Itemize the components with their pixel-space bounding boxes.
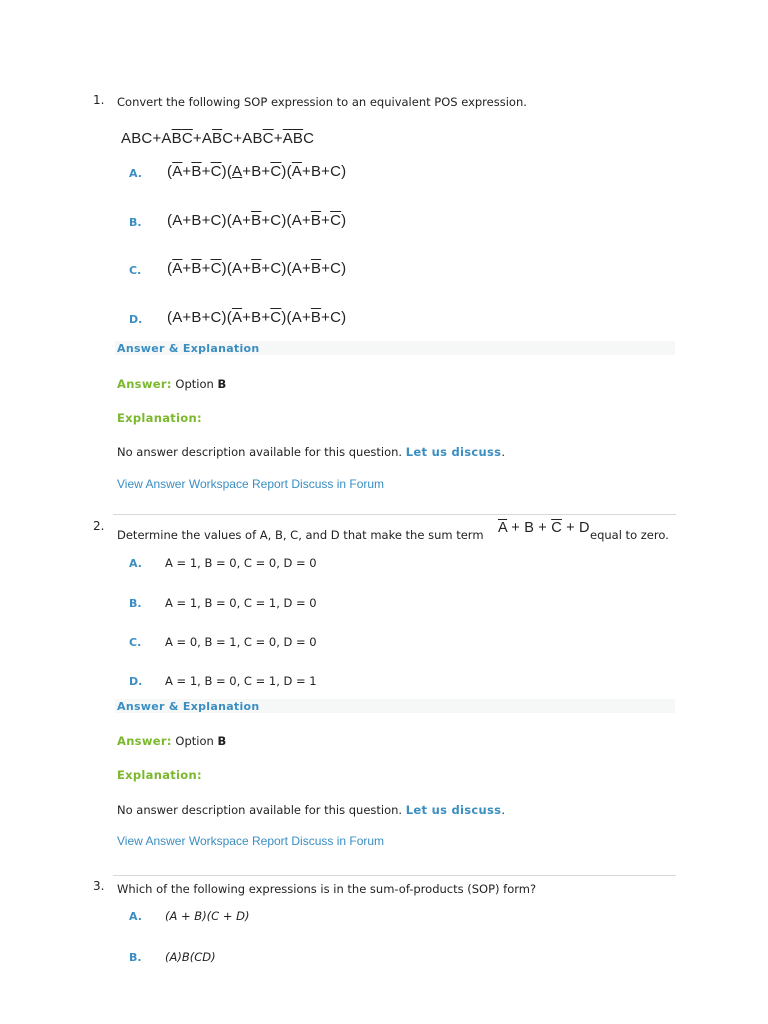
option-d-formula[interactable]: $(A+B+C)(\overline{A}+B+\overline{C})(A+\overline{B}+C)$	[167, 309, 347, 326]
discuss-link[interactable]: Let us discuss	[405, 803, 502, 817]
answer-prefix: Option	[175, 734, 214, 748]
option-a-formula[interactable]: $(\overline{A}+\overline{B}+\overline{C})(A+B+\overline{C})(\overline{A}+B+C)$	[167, 163, 347, 180]
option-b-text[interactable]: (A)B(CD)	[165, 950, 216, 964]
answer-explanation-toggle[interactable]: Answer & Explanation	[117, 700, 260, 713]
question-number: 2.	[93, 519, 105, 533]
option-c-letter[interactable]: C.	[129, 636, 142, 649]
explanation-text: No answer description available for this question. Let us discuss.	[117, 803, 505, 817]
answer-label: Answer:	[117, 734, 172, 748]
option-a-letter[interactable]: A.	[129, 167, 142, 180]
question-text-before: Determine the values of A, B, C, and D that make the sum term	[117, 528, 484, 542]
option-d-letter[interactable]: D.	[129, 313, 143, 326]
answer-prefix: Option	[175, 377, 214, 391]
question-text: Convert the following SOP expression to an equivalent POS expression.	[117, 95, 527, 109]
view-answer-link[interactable]: View Answer	[117, 834, 186, 848]
explanation-description: No answer description available for this question.	[117, 803, 403, 817]
option-b-letter[interactable]: B.	[129, 951, 142, 964]
option-b-text[interactable]: A = 1, B = 0, C = 1, D = 0	[165, 596, 317, 610]
option-d-letter[interactable]: D.	[129, 675, 143, 688]
discuss-in-forum-link[interactable]: Discuss in Forum	[291, 477, 385, 491]
report-link[interactable]: Report	[251, 477, 289, 491]
answer-line	[117, 734, 226, 748]
option-b-letter[interactable]: B.	[129, 216, 142, 229]
question-number: 1.	[93, 93, 105, 107]
option-c-formula[interactable]: $(\overline{A}+\overline{B}+\overline{C})(A+\overline{B}+C)(A+\overline{B}+C)$	[167, 260, 347, 277]
answer-label: Answer:	[117, 377, 172, 391]
action-links	[117, 477, 384, 491]
sum-term-formula: $\overline{A} + B + \overline{C} + D$	[498, 520, 590, 536]
explanation-text: No answer description available for this question. Let us discuss.	[117, 445, 505, 459]
explanation-description: No answer description available for this question.	[117, 445, 403, 459]
option-b-letter[interactable]: B.	[129, 597, 142, 610]
option-c-text[interactable]: A = 0, B = 1, C = 0, D = 0	[165, 635, 317, 649]
question-text: Which of the following expressions is in the sum-of-products (SOP) form?	[117, 882, 537, 896]
option-a-text[interactable]: (A + B)(C + D)	[165, 909, 250, 923]
question-number: 3.	[93, 879, 105, 893]
view-answer-link[interactable]: View Answer	[117, 477, 186, 491]
explanation-label: Explanation:	[117, 411, 202, 425]
question-text-after: equal to zero.	[590, 528, 669, 542]
answer-explanation-toggle[interactable]: Answer & Explanation	[117, 342, 260, 355]
option-a-letter[interactable]: A.	[129, 910, 142, 923]
discuss-in-forum-link[interactable]: Discuss in Forum	[291, 834, 385, 848]
option-a-text[interactable]: A = 1, B = 0, C = 0, D = 0	[165, 556, 317, 570]
question-divider	[113, 875, 676, 876]
question-divider	[113, 514, 676, 515]
discuss-link[interactable]: Let us discuss	[405, 445, 502, 459]
action-links	[117, 834, 384, 848]
workspace-link[interactable]: Workspace	[188, 834, 249, 848]
option-a-letter[interactable]: A.	[129, 557, 142, 570]
sop-expression-formula: $ABC+A\overline{B}\overline{C}+A\overline{B}C+AB\overline{C}+\overline{A}\overline{B}C$	[121, 130, 315, 147]
explanation-label: Explanation:	[117, 768, 202, 782]
report-link[interactable]: Report	[251, 834, 289, 848]
option-d-text[interactable]: A = 1, B = 0, C = 1, D = 1	[165, 674, 317, 688]
workspace-link[interactable]: Workspace	[188, 477, 249, 491]
option-c-letter[interactable]: C.	[129, 264, 142, 277]
answer-value: B	[217, 734, 227, 748]
answer-line	[117, 377, 226, 391]
answer-value: B	[217, 377, 227, 391]
option-b-formula[interactable]: $(A+B+C)(A+\overline{B}+C)(A+\overline{B}+\overline{C})$	[167, 212, 347, 229]
